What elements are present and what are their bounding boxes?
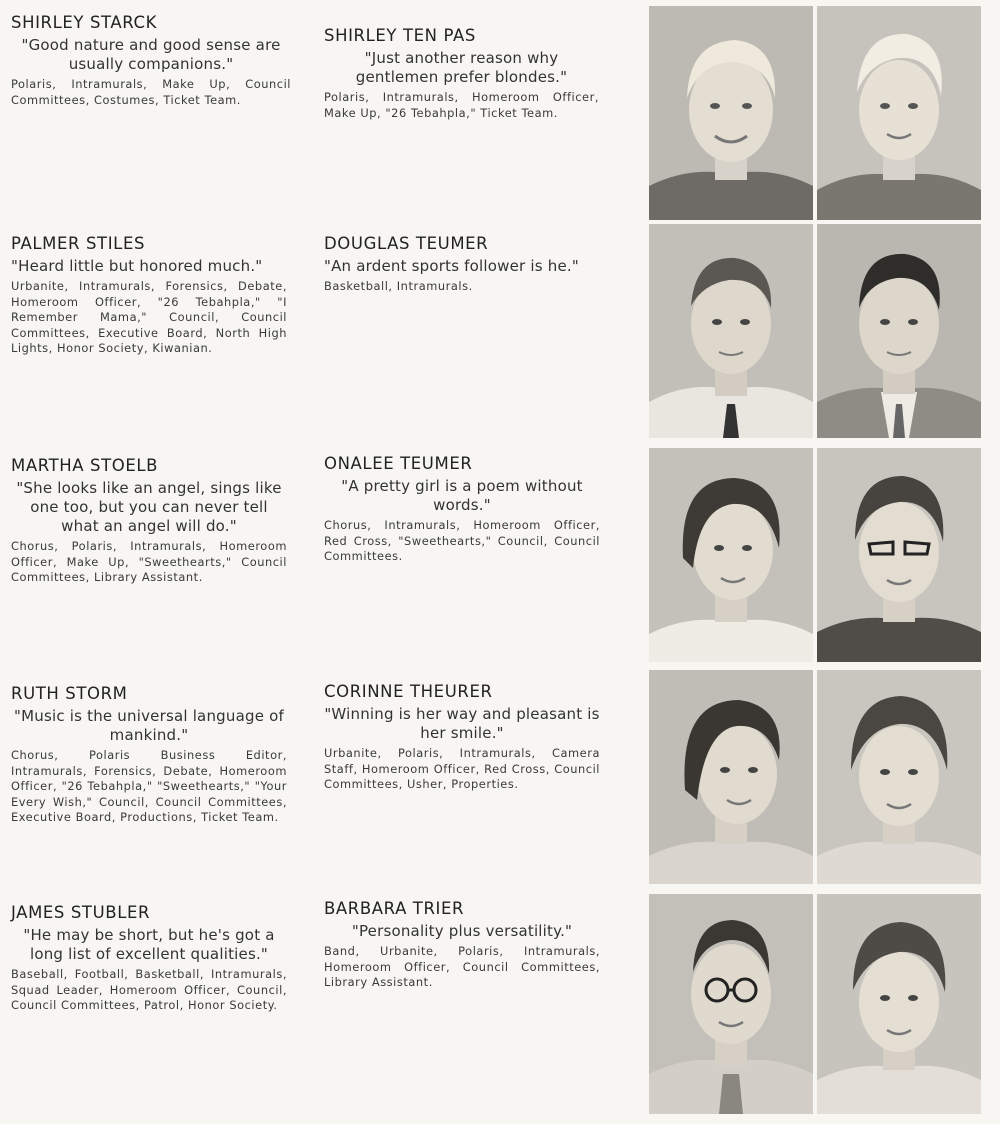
student-name: CORINNE THEURER	[324, 682, 493, 701]
portrait-palmer-stiles	[649, 224, 813, 438]
student-quote: "Good nature and good sense are usually companions."	[21, 36, 281, 73]
student-name: RUTH STORM	[11, 684, 128, 703]
student-activities: Urbanite, Intramurals, Forensics, Debate, Homeroom Officer, "26 Tebahpla," "I Remember Mama," Council, Council Committees, Executive Board, North High Lights, Honor Society, Kiwanian.	[11, 279, 287, 355]
student-quote: "Heard little but honored much."	[11, 257, 263, 275]
student-entry-barbara-trier	[324, 899, 600, 991]
student-entry-martha-stoelb	[11, 456, 287, 586]
student-entry-james-stubler	[11, 903, 287, 1014]
portrait-james-stubler	[649, 894, 813, 1114]
student-activities: Band, Urbanite, Polaris, Intramurals, Homeroom Officer, Council Committees, Library Assistant.	[324, 944, 600, 989]
student-entry-onalee-teumer	[324, 454, 600, 565]
student-quote: "Music is the universal language of mankind."	[14, 707, 284, 744]
portrait-corinne-theurer	[817, 670, 981, 884]
portrait-onalee-teumer	[817, 448, 981, 662]
student-activities: Baseball, Football, Basketball, Intramurals, Squad Leader, Homeroom Officer, Council, Council Committees, Patrol, Honor Society.	[11, 967, 287, 1012]
student-name: SHIRLEY STARCK	[11, 13, 158, 32]
portrait-barbara-trier	[817, 894, 981, 1114]
student-quote: "A pretty girl is a poem without words."	[341, 477, 583, 514]
student-activities: Chorus, Polaris Business Editor, Intramurals, Forensics, Debate, Homeroom Officer, "26 Tebahpla," "Sweethearts," "Your Every Wish," Council, Council Committees, Executive Board, Productions, Ticket Team.	[11, 748, 287, 824]
portrait-ruth-storm	[649, 670, 813, 884]
portrait-shirley-ten-pas	[817, 6, 981, 220]
student-quote: "Winning is her way and pleasant is her smile."	[324, 705, 600, 742]
portrait-shirley-starck	[649, 6, 813, 220]
student-quote: "He may be short, but he's got a long list of excellent qualities."	[23, 926, 275, 963]
student-activities: Basketball, Intramurals.	[324, 279, 473, 293]
student-entry-corinne-theurer	[324, 682, 600, 793]
student-name: DOUGLAS TEUMER	[324, 234, 489, 253]
student-quote: "She looks like an angel, sings like one too, but you can never tell what an angel will do."	[16, 479, 282, 535]
portrait-grid	[649, 6, 987, 1114]
student-activities: Chorus, Polaris, Intramurals, Homeroom Officer, Make Up, "Sweethearts," Council Committees, Library Assistant.	[11, 539, 287, 584]
student-activities: Polaris, Intramurals, Homeroom Officer, Make Up, "26 Tebahpla," Ticket Team.	[324, 90, 599, 120]
student-name: PALMER STILES	[11, 234, 146, 253]
student-name: ONALEE TEUMER	[324, 454, 473, 473]
student-entry-shirley-starck	[11, 13, 291, 108]
portrait-martha-stoelb	[649, 448, 813, 662]
student-activities: Polaris, Intramurals, Make Up, Council Committees, Costumes, Ticket Team.	[11, 77, 291, 107]
student-entry-shirley-ten-pas	[324, 26, 599, 121]
student-activities: Chorus, Intramurals, Homeroom Officer, Red Cross, "Sweethearts," Council, Council Committees.	[324, 518, 600, 563]
student-quote: "An ardent sports follower is he."	[324, 257, 579, 275]
student-quote: "Just another reason why gentlemen prefer blondes."	[355, 49, 568, 86]
student-quote: "Personality plus versatility."	[351, 922, 573, 940]
student-entry-douglas-teumer	[324, 234, 604, 295]
student-entry-ruth-storm	[11, 684, 287, 826]
portrait-douglas-teumer	[817, 224, 981, 438]
student-name: BARBARA TRIER	[324, 899, 465, 918]
student-name: MARTHA STOELB	[11, 456, 159, 475]
student-name: SHIRLEY TEN PAS	[324, 26, 476, 45]
student-name: JAMES STUBLER	[11, 903, 151, 922]
student-activities: Urbanite, Polaris, Intramurals, Camera Staff, Homeroom Officer, Red Cross, Council Committees, Usher, Properties.	[324, 746, 600, 791]
student-entry-palmer-stiles	[11, 234, 287, 357]
